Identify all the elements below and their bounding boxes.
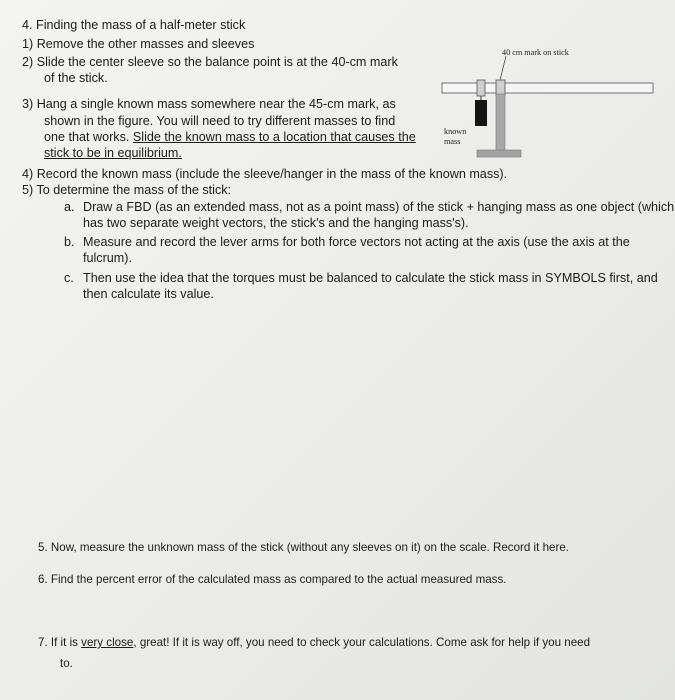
item-7-line-2: to.: [60, 657, 73, 670]
step-3-line-3: [44, 130, 416, 145]
step-1: 1) Remove the other masses and sleeves: [22, 37, 255, 51]
step-3-line-4: stick to be in equilibrium.: [44, 146, 182, 160]
known-mass-label: known: [444, 127, 467, 136]
step-4: 4) Record the known mass (include the sleeve/hanger in the mass of the known mass).: [22, 167, 508, 181]
center-sleeve: [496, 80, 505, 96]
item-5: 5. Now, measure the unknown mass of the stick (without any sleeves on it) on the scale. Record it here.: [38, 541, 569, 554]
item-6: 6. Find the percent error of the calculated mass as compared to the actual measured mass.: [38, 573, 507, 586]
step-5b-line-2: fulcrum).: [83, 251, 132, 265]
step-5c-line-2: then calculate its value.: [83, 287, 214, 301]
step-5b-label: b.: [64, 235, 75, 249]
step-3-line-2: shown in the figure. You will need to try different masses to find: [44, 114, 396, 128]
step-5c-label: c.: [64, 271, 74, 285]
step-5a-label: a.: [64, 200, 75, 214]
step-2-line-2: of the stick.: [44, 71, 108, 85]
meter-stick: [442, 83, 653, 93]
stick-label: 40 cm mark on stick: [502, 48, 569, 57]
step-5c-line-1: Then use the idea that the torques must be balanced to calculate the stick mass in SYMBOLS first, and: [83, 271, 658, 285]
step-5a-line-1: Draw a FBD (as an extended mass, not as a point mass) of the stick + hanging mass as one object (which: [83, 200, 675, 214]
item-7-underlined: very close: [81, 636, 134, 649]
hanger-sleeve: [477, 80, 485, 96]
step-5b-line-1: Measure and record the lever arms for both force vectors not acting at the axis (use the axis at the: [83, 235, 630, 249]
item-7-line-1: [38, 635, 590, 650]
balance-diagram: [436, 40, 666, 164]
item-7-prefix: 7. If it is: [38, 636, 82, 649]
step-3-underlined-instruction: Slide the known mass to a location that causes the: [132, 130, 416, 144]
fulcrum-base: [477, 150, 521, 157]
step-5: 5) To determine the mass of the stick:: [22, 183, 232, 197]
item-7-suffix: , great! If it is way off, you need to check your calculations. Come ask for help if you need: [133, 636, 591, 649]
stick-label-pointer: [500, 56, 506, 80]
step-5a-line-2: has two separate weight vectors, the stick's and the hanging mass's).: [83, 216, 469, 230]
balance-figure: [436, 40, 666, 164]
known-mass-block: [475, 100, 487, 126]
fulcrum-post: [496, 94, 505, 152]
step-3-line-1: 3) Hang a single known mass somewhere near the 45-cm mark, as: [22, 97, 396, 111]
section-4-heading: 4. Finding the mass of a half-meter stick: [22, 18, 246, 32]
step-3-line-3-text: one that works.: [44, 130, 133, 144]
step-2-line-1: 2) Slide the center sleeve so the balance point is at the 40-cm mark: [22, 55, 398, 69]
known-mass-label-line-2: mass: [444, 137, 461, 146]
